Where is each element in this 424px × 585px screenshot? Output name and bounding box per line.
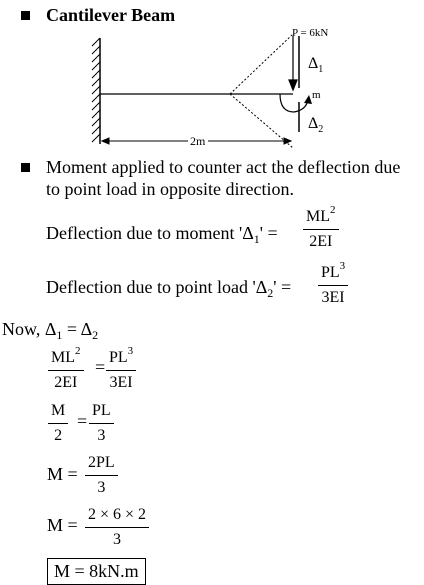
moment-arrow [280,94,308,112]
step3-lhs: M = [47,464,78,484]
step1-rhs-fraction: $\frac{PL^3}{3EI}$ [106,349,136,392]
deflection-moment-label: Deflection due to moment '$\Delta_1$' = [46,223,278,246]
step2-equals: = [77,411,88,431]
text-bullet [21,163,30,172]
step3-rhs-fraction: $\frac{2PL}{3}$ [85,454,118,497]
deflection-load-label: Deflection due to point load '$\Delta_2$' = [46,277,292,300]
deflected-shape [230,34,293,148]
span-label: 2m [190,134,206,148]
delta2-label: $\Delta_2$ [308,115,324,135]
step4-lhs: M = [47,515,78,535]
deflection-moment-fraction: $\frac{ML^2}{2EI}$ [303,208,339,251]
bullet-text-line1: Moment applied to counter act the deflection due [46,157,401,177]
delta1-label: $\Delta_1$ [308,55,324,75]
fixed-support-hatch [92,38,100,142]
moment-label: m [312,89,321,101]
step1-equals: = [95,357,106,377]
result-box: M = 8kN.m [47,558,146,585]
step1-lhs-fraction: $\frac{ML^2}{2EI}$ [48,349,84,392]
now-equation: Now, $\Delta_1 = \Delta_2$ [2,319,99,342]
heading: Cantilever Beam [46,5,176,25]
load-label: P = 6kN [292,27,329,39]
step2-lhs-fraction: $\frac{M}{2}$ [48,402,68,445]
point-load-arrow [289,36,297,90]
heading-bullet [21,11,30,20]
step4-rhs-fraction: $\frac{2 \times 6 \times 2}{3}$ [85,506,149,549]
moment-arrowhead [304,95,312,104]
cantilever-diagram [80,24,370,148]
step2-rhs-fraction: $\frac{PL}{3}$ [89,402,114,445]
bullet-text-line2: to point load in opposite direction. [46,179,294,199]
deflection-load-fraction: $\frac{PL^3}{3EI}$ [318,264,348,307]
